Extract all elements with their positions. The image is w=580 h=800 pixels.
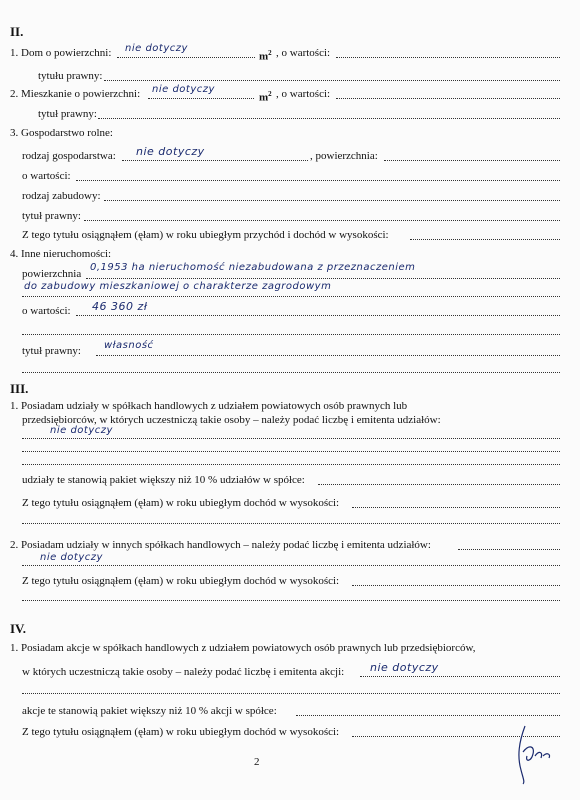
inne-tytul-line (96, 355, 560, 356)
udzialy-text-2: przedsiębiorców, w których uczestniczą takie osoby – należy podać liczbę i emitenta udziałów: (22, 414, 441, 426)
rodzaj-gosp-label: rodzaj gospodarstwa: (22, 150, 116, 162)
inne-tytul-blank-line (22, 372, 560, 373)
inne-value-line1: 0,1953 ha nieruchomość niezabudowana z przeznaczeniem (90, 262, 416, 273)
akcje-value: nie dotyczy (370, 661, 439, 674)
akcje-pakiet-label: akcje te stanowią pakiet większy niż 10 % akcji w spółce: (22, 705, 277, 717)
section-heading-ii: II. (10, 24, 24, 39)
m2-unit-2: $m^2$ (259, 90, 272, 104)
m2-unit: $m^2$ (259, 49, 272, 63)
udzialy-pakiet-line (318, 484, 560, 485)
inne-wartosc-value: 46 360 zł (92, 300, 148, 313)
udzialy-pakiet-label: udziały te stanowią pakiet większy niż 10 % udziałów w spółce: (22, 474, 305, 486)
signature-icon (505, 722, 557, 788)
dom-tytul-line (104, 80, 560, 81)
mieszkanie-label: 2. Mieszkanie o powierzchni: (10, 88, 141, 100)
mieszkanie-area-line (148, 98, 254, 99)
inne-continuation-line (22, 296, 560, 297)
mieszkanie-tytul-line (98, 118, 560, 119)
inne-tytul-value: własność (104, 340, 154, 351)
udzialy-dochod-label: Z tego tytułu osiągnąłem (ęłam) w roku ubiegłym dochód w wysokości: (22, 497, 340, 509)
dom-label: 1. Dom o powierzchni: (10, 47, 112, 59)
dom-area-line (117, 57, 255, 58)
gospodarstwo-label: 3. Gospodarstwo rolne: (10, 127, 113, 139)
inne-udzialy-dochod-line (352, 585, 560, 586)
akcje-text-1: 1. Posiadam akcje w spółkach handlowych z udziałem powiatowych osób prawnych lub przedsiębiorców, (10, 642, 476, 654)
dom-wartosc-label: , o wartości: (276, 47, 331, 59)
powierzchnia-label: , powierzchnia: (310, 150, 378, 162)
mieszkanie-tytul-label: tytuł prawny: (38, 108, 97, 120)
inne-udzialy-text: 2. Posiadam udziały w innych spółkach handlowych – należy podać liczbę i emitenta udziałów: (10, 539, 431, 551)
dom-tytul-label: tytułu prawny: (38, 70, 103, 82)
inne-wartosc-label: o wartości: (22, 305, 71, 317)
gosp-tytul-line (84, 220, 560, 221)
udzialy-text-1: 1. Posiadam udziały w spółkach handlowych z udziałem powiatowych osób prawnych lub (10, 400, 408, 412)
page-number: 2 (254, 756, 260, 768)
mieszkanie-wartosc-line (336, 98, 560, 99)
akcje-pakiet-line (296, 715, 560, 716)
gosp-tytul-label: tytuł prawny: (22, 210, 81, 222)
inne-udzialy-dochod-label: Z tego tytułu osiągnąłem (ęłam) w roku ubiegłym dochód w wysokości: (22, 575, 340, 587)
inne-udzialy-blank-line (22, 600, 560, 601)
dom-value: nie dotyczy (125, 43, 188, 54)
rodzaj-gosp-line (122, 160, 308, 161)
udzialy-line-1 (22, 438, 560, 439)
section-heading-iii: III. (10, 381, 29, 396)
gosp-dochod-label: Z tego tytułu osiągnąłem (ęłam) w roku ubiegłym przychód i dochód w wysokości: (22, 229, 389, 241)
udzialy-line-2 (22, 451, 560, 452)
inne-udzialy-line-b (22, 565, 560, 566)
gosp-powierzchnia-line (384, 160, 560, 161)
inne-blank-line (22, 334, 560, 335)
inne-udzialy-line-a (458, 549, 560, 550)
section-heading-iv: IV. (10, 621, 27, 636)
inne-powierzchnia-line (86, 278, 560, 279)
inne-tytul-label: tytuł prawny: (22, 345, 81, 357)
udzialy-dochod-line (352, 507, 560, 508)
gosp-wartosc-line (76, 180, 560, 181)
dom-wartosc-line (336, 57, 560, 58)
udzialy-line-3 (22, 464, 560, 465)
rodzaj-zabudowy-line (104, 200, 560, 201)
udzialy-value: nie dotyczy (50, 425, 113, 436)
rodzaj-zabudowy-label: rodzaj zabudowy: (22, 190, 101, 202)
akcje-line-b (22, 693, 560, 694)
akcje-line-a (360, 676, 560, 677)
mieszkanie-value: nie dotyczy (152, 84, 215, 95)
gosp-wartosc-label: o wartości: (22, 170, 71, 182)
inne-powierzchnia-label: powierzchnia (22, 268, 82, 280)
rodzaj-gosp-value: nie dotyczy (136, 145, 205, 158)
inne-label: 4. Inne nieruchomości: (10, 248, 112, 260)
udzialy-blank-line (22, 523, 560, 524)
inne-value-line2: do zabudowy mieszkaniowej o charakterze zagrodowym (24, 281, 332, 292)
inne-udzialy-value: nie dotyczy (40, 552, 103, 563)
akcje-dochod-label: Z tego tytułu osiągnąłem (ęłam) w roku ubiegłym dochód w wysokości: (22, 726, 340, 738)
gosp-dochod-line (410, 239, 560, 240)
akcje-text-2: w których uczestniczą takie osoby – należy podać liczbę i emitenta akcji: (22, 666, 345, 678)
mieszkanie-wartosc-label: , o wartości: (276, 88, 331, 100)
inne-wartosc-line (76, 315, 560, 316)
